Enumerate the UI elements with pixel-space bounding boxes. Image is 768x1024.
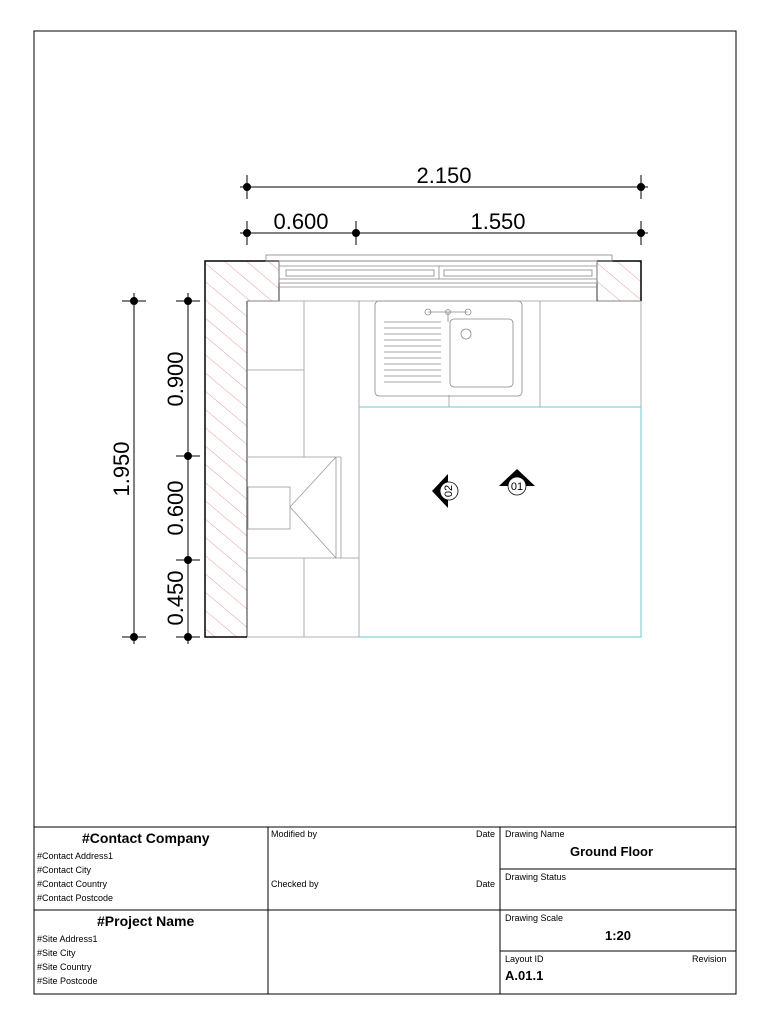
floor-area-outline bbox=[359, 407, 641, 637]
layout-id: A.01.1 bbox=[505, 968, 544, 983]
dim-left-width: 0.600 bbox=[273, 209, 329, 234]
drawing-status-label: Drawing Status bbox=[505, 872, 567, 882]
top-right-wall bbox=[597, 261, 641, 301]
dim-overall-width: 2.150 bbox=[416, 163, 472, 188]
date-label-1: Date bbox=[476, 829, 496, 839]
drawing-name: Ground Floor bbox=[570, 844, 654, 859]
top-counter bbox=[247, 301, 641, 407]
contact-city: #Contact City bbox=[37, 865, 92, 875]
contact-postcode: #Contact Postcode bbox=[37, 893, 114, 903]
site-postcode: #Site Postcode bbox=[37, 976, 98, 986]
drawing-scale: 1:20 bbox=[605, 928, 632, 943]
marker-02-label: 02 bbox=[442, 484, 455, 498]
sink bbox=[375, 301, 522, 396]
marker-01-label: 01 bbox=[510, 480, 524, 493]
drawing-scale-label: Drawing Scale bbox=[505, 913, 564, 923]
site-country: #Site Country bbox=[37, 962, 92, 972]
dim-mid-segment: 0.600 bbox=[163, 480, 188, 536]
site-address1: #Site Address1 bbox=[37, 934, 98, 944]
contact-address1: #Contact Address1 bbox=[37, 851, 114, 861]
contact-company: #Contact Company bbox=[82, 830, 210, 846]
revision-label: Revision bbox=[692, 954, 727, 964]
dim-top-segment: 0.900 bbox=[163, 351, 188, 407]
left-cabinets bbox=[247, 301, 359, 637]
contact-country: #Contact Country bbox=[37, 879, 108, 889]
site-city: #Site City bbox=[37, 948, 76, 958]
floor-plan bbox=[205, 255, 641, 637]
dim-overall-height: 1.950 bbox=[109, 441, 134, 497]
left-wall bbox=[205, 261, 247, 637]
checked-by-label: Checked by bbox=[271, 879, 319, 889]
layout-id-label: Layout ID bbox=[505, 954, 544, 964]
window bbox=[266, 255, 612, 287]
dim-right-width: 1.550 bbox=[470, 209, 526, 234]
modified-by-label: Modified by bbox=[271, 829, 318, 839]
top-left-wall bbox=[247, 261, 279, 301]
date-label-2: Date bbox=[476, 879, 496, 889]
project-name: #Project Name bbox=[97, 913, 195, 929]
dim-bottom-segment: 0.450 bbox=[163, 570, 188, 626]
drawing-name-label: Drawing Name bbox=[505, 829, 565, 839]
